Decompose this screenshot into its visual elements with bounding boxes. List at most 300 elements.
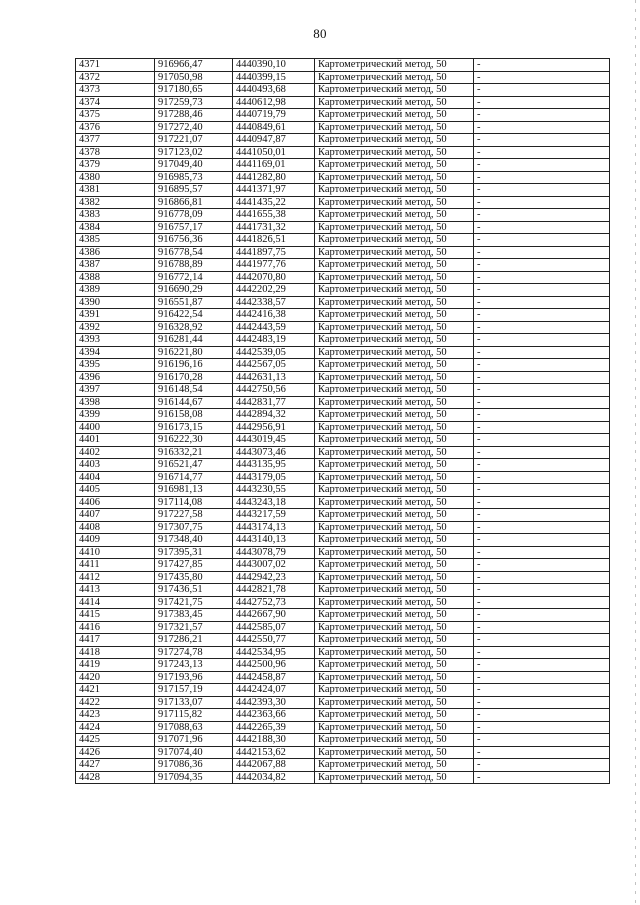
y-coordinate-cell: 4442567,05 <box>233 359 315 372</box>
table-row <box>76 284 610 297</box>
y-coordinate-cell: 4442534,95 <box>233 646 315 659</box>
table-row <box>76 446 610 459</box>
point-number-cell: 4412 <box>76 571 155 584</box>
accuracy-cell: - <box>474 759 610 772</box>
method-cell: Картометрический метод, 50 <box>315 521 474 534</box>
accuracy-cell: - <box>474 396 610 409</box>
x-coordinate-cell: 917288,46 <box>155 109 233 122</box>
method-cell: Картометрический метод, 50 <box>315 509 474 522</box>
y-coordinate-cell: 4443140,13 <box>233 534 315 547</box>
accuracy-cell: - <box>474 184 610 197</box>
accuracy-cell: - <box>474 359 610 372</box>
point-number-cell: 4375 <box>76 109 155 122</box>
point-number-cell: 4387 <box>76 259 155 272</box>
accuracy-cell: - <box>474 446 610 459</box>
accuracy-cell: - <box>474 384 610 397</box>
point-number-cell: 4378 <box>76 146 155 159</box>
accuracy-cell: - <box>474 671 610 684</box>
accuracy-cell: - <box>474 334 610 347</box>
table-row <box>76 534 610 547</box>
point-number-cell: 4416 <box>76 621 155 634</box>
accuracy-cell: - <box>474 496 610 509</box>
x-coordinate-cell: 917383,45 <box>155 609 233 622</box>
method-cell: Картометрический метод, 50 <box>315 659 474 672</box>
accuracy-cell: - <box>474 734 610 747</box>
method-cell: Картометрический метод, 50 <box>315 734 474 747</box>
method-cell: Картометрический метод, 50 <box>315 346 474 359</box>
accuracy-cell: - <box>474 559 610 572</box>
method-cell: Картометрический метод, 50 <box>315 434 474 447</box>
point-number-cell: 4403 <box>76 459 155 472</box>
x-coordinate-cell: 917193,96 <box>155 671 233 684</box>
point-number-cell: 4390 <box>76 296 155 309</box>
accuracy-cell: - <box>474 546 610 559</box>
y-coordinate-cell: 4442034,82 <box>233 771 315 784</box>
table-row <box>76 396 610 409</box>
accuracy-cell: - <box>474 134 610 147</box>
accuracy-cell: - <box>474 84 610 97</box>
method-cell: Картометрический метод, 50 <box>315 171 474 184</box>
table-row <box>76 309 610 322</box>
method-cell: Картометрический метод, 50 <box>315 596 474 609</box>
x-coordinate-cell: 916170,28 <box>155 371 233 384</box>
method-cell: Картометрический метод, 50 <box>315 109 474 122</box>
method-cell: Картометрический метод, 50 <box>315 334 474 347</box>
x-coordinate-cell: 917307,75 <box>155 521 233 534</box>
y-coordinate-cell: 4442443,59 <box>233 321 315 334</box>
accuracy-cell: - <box>474 209 610 222</box>
x-coordinate-cell: 917049,40 <box>155 159 233 172</box>
x-coordinate-cell: 916985,73 <box>155 171 233 184</box>
method-cell: Картометрический метод, 50 <box>315 559 474 572</box>
table-row <box>76 221 610 234</box>
table-row <box>76 209 610 222</box>
y-coordinate-cell: 4442363,66 <box>233 709 315 722</box>
method-cell: Картометрический метод, 50 <box>315 134 474 147</box>
method-cell: Картометрический метод, 50 <box>315 321 474 334</box>
point-number-cell: 4383 <box>76 209 155 222</box>
point-number-cell: 4395 <box>76 359 155 372</box>
y-coordinate-cell: 4441826,51 <box>233 234 315 247</box>
table-row <box>76 609 610 622</box>
method-cell: Картометрический метод, 50 <box>315 471 474 484</box>
point-number-cell: 4380 <box>76 171 155 184</box>
point-number-cell: 4394 <box>76 346 155 359</box>
accuracy-cell: - <box>474 771 610 784</box>
point-number-cell: 4402 <box>76 446 155 459</box>
point-number-cell: 4388 <box>76 271 155 284</box>
accuracy-cell: - <box>474 746 610 759</box>
method-cell: Картометрический метод, 50 <box>315 71 474 84</box>
x-coordinate-cell: 917286,21 <box>155 634 233 647</box>
x-coordinate-cell: 916222,30 <box>155 434 233 447</box>
y-coordinate-cell: 4442153,62 <box>233 746 315 759</box>
x-coordinate-cell: 917115,82 <box>155 709 233 722</box>
x-coordinate-cell: 917421,75 <box>155 596 233 609</box>
accuracy-cell: - <box>474 146 610 159</box>
method-cell: Картометрический метод, 50 <box>315 234 474 247</box>
x-coordinate-cell: 917259,73 <box>155 96 233 109</box>
table-row <box>76 496 610 509</box>
point-number-cell: 4420 <box>76 671 155 684</box>
accuracy-cell: - <box>474 634 610 647</box>
y-coordinate-cell: 4441977,76 <box>233 259 315 272</box>
method-cell: Картометрический метод, 50 <box>315 146 474 159</box>
x-coordinate-cell: 916551,87 <box>155 296 233 309</box>
x-coordinate-cell: 916173,15 <box>155 421 233 434</box>
x-coordinate-cell: 916981,13 <box>155 484 233 497</box>
accuracy-cell: - <box>474 534 610 547</box>
y-coordinate-cell: 4442752,73 <box>233 596 315 609</box>
coordinates-table <box>75 58 610 784</box>
y-coordinate-cell: 4442416,38 <box>233 309 315 322</box>
x-coordinate-cell: 917395,31 <box>155 546 233 559</box>
table-row <box>76 196 610 209</box>
method-cell: Картометрический метод, 50 <box>315 196 474 209</box>
accuracy-cell: - <box>474 646 610 659</box>
point-number-cell: 4371 <box>76 59 155 72</box>
y-coordinate-cell: 4442750,56 <box>233 384 315 397</box>
point-number-cell: 4396 <box>76 371 155 384</box>
table-row <box>76 621 610 634</box>
y-coordinate-cell: 4440612,98 <box>233 96 315 109</box>
coordinates-table-body <box>76 59 610 784</box>
point-number-cell: 4385 <box>76 234 155 247</box>
table-row <box>76 771 610 784</box>
table-row <box>76 184 610 197</box>
y-coordinate-cell: 4443078,79 <box>233 546 315 559</box>
point-number-cell: 4393 <box>76 334 155 347</box>
accuracy-cell: - <box>474 159 610 172</box>
y-coordinate-cell: 4440390,10 <box>233 59 315 72</box>
point-number-cell: 4409 <box>76 534 155 547</box>
point-number-cell: 4406 <box>76 496 155 509</box>
method-cell: Картометрический метод, 50 <box>315 259 474 272</box>
method-cell: Картометрический метод, 50 <box>315 284 474 297</box>
y-coordinate-cell: 4442539,05 <box>233 346 315 359</box>
y-coordinate-cell: 4442338,57 <box>233 296 315 309</box>
y-coordinate-cell: 4443230,55 <box>233 484 315 497</box>
table-row <box>76 109 610 122</box>
y-coordinate-cell: 4443179,05 <box>233 471 315 484</box>
accuracy-cell: - <box>474 459 610 472</box>
x-coordinate-cell: 916221,80 <box>155 346 233 359</box>
y-coordinate-cell: 4442585,07 <box>233 621 315 634</box>
y-coordinate-cell: 4442831,77 <box>233 396 315 409</box>
method-cell: Картометрический метод, 50 <box>315 584 474 597</box>
x-coordinate-cell: 916521,47 <box>155 459 233 472</box>
table-row <box>76 146 610 159</box>
accuracy-cell: - <box>474 621 610 634</box>
y-coordinate-cell: 4442070,80 <box>233 271 315 284</box>
x-coordinate-cell: 917348,40 <box>155 534 233 547</box>
point-number-cell: 4391 <box>76 309 155 322</box>
method-cell: Картометрический метод, 50 <box>315 271 474 284</box>
x-coordinate-cell: 917436,51 <box>155 584 233 597</box>
y-coordinate-cell: 4441050,01 <box>233 146 315 159</box>
table-row <box>76 334 610 347</box>
method-cell: Картометрический метод, 50 <box>315 59 474 72</box>
y-coordinate-cell: 4440947,87 <box>233 134 315 147</box>
table-row <box>76 484 610 497</box>
method-cell: Картометрический метод, 50 <box>315 359 474 372</box>
table-row <box>76 721 610 734</box>
method-cell: Картометрический метод, 50 <box>315 159 474 172</box>
method-cell: Картометрический метод, 50 <box>315 396 474 409</box>
accuracy-cell: - <box>474 284 610 297</box>
point-number-cell: 4414 <box>76 596 155 609</box>
point-number-cell: 4401 <box>76 434 155 447</box>
accuracy-cell: - <box>474 684 610 697</box>
x-coordinate-cell: 916714,77 <box>155 471 233 484</box>
point-number-cell: 4424 <box>76 721 155 734</box>
table-row <box>76 321 610 334</box>
accuracy-cell: - <box>474 521 610 534</box>
point-number-cell: 4418 <box>76 646 155 659</box>
accuracy-cell: - <box>474 121 610 134</box>
point-number-cell: 4374 <box>76 96 155 109</box>
x-coordinate-cell: 917272,40 <box>155 121 233 134</box>
point-number-cell: 4411 <box>76 559 155 572</box>
method-cell: Картометрический метод, 50 <box>315 609 474 622</box>
y-coordinate-cell: 4440493,68 <box>233 84 315 97</box>
table-row <box>76 521 610 534</box>
method-cell: Картометрический метод, 50 <box>315 184 474 197</box>
table-row <box>76 234 610 247</box>
method-cell: Картометрический метод, 50 <box>315 496 474 509</box>
table-row <box>76 121 610 134</box>
accuracy-cell: - <box>474 246 610 259</box>
method-cell: Картометрический метод, 50 <box>315 309 474 322</box>
point-number-cell: 4405 <box>76 484 155 497</box>
method-cell: Картометрический метод, 50 <box>315 721 474 734</box>
point-number-cell: 4382 <box>76 196 155 209</box>
accuracy-cell: - <box>474 259 610 272</box>
accuracy-cell: - <box>474 696 610 709</box>
y-coordinate-cell: 4442265,39 <box>233 721 315 734</box>
y-coordinate-cell: 4441897,75 <box>233 246 315 259</box>
method-cell: Картометрический метод, 50 <box>315 696 474 709</box>
point-number-cell: 4386 <box>76 246 155 259</box>
point-number-cell: 4419 <box>76 659 155 672</box>
y-coordinate-cell: 4442393,30 <box>233 696 315 709</box>
accuracy-cell: - <box>474 296 610 309</box>
table-row <box>76 296 610 309</box>
point-number-cell: 4389 <box>76 284 155 297</box>
method-cell: Картометрический метод, 50 <box>315 746 474 759</box>
scan-edge-divider <box>635 0 636 905</box>
point-number-cell: 4425 <box>76 734 155 747</box>
table-row <box>76 646 610 659</box>
y-coordinate-cell: 4442188,30 <box>233 734 315 747</box>
method-cell: Картометрический метод, 50 <box>315 634 474 647</box>
x-coordinate-cell: 917435,80 <box>155 571 233 584</box>
point-number-cell: 4399 <box>76 409 155 422</box>
x-coordinate-cell: 917221,07 <box>155 134 233 147</box>
point-number-cell: 4427 <box>76 759 155 772</box>
x-coordinate-cell: 917050,98 <box>155 71 233 84</box>
method-cell: Картометрический метод, 50 <box>315 484 474 497</box>
point-number-cell: 4421 <box>76 684 155 697</box>
accuracy-cell: - <box>474 596 610 609</box>
accuracy-cell: - <box>474 71 610 84</box>
point-number-cell: 4372 <box>76 71 155 84</box>
point-number-cell: 4407 <box>76 509 155 522</box>
accuracy-cell: - <box>474 421 610 434</box>
point-number-cell: 4377 <box>76 134 155 147</box>
point-number-cell: 4384 <box>76 221 155 234</box>
accuracy-cell: - <box>474 484 610 497</box>
y-coordinate-cell: 4443217,59 <box>233 509 315 522</box>
x-coordinate-cell: 916144,67 <box>155 396 233 409</box>
y-coordinate-cell: 4442483,19 <box>233 334 315 347</box>
table-row <box>76 546 610 559</box>
y-coordinate-cell: 4442631,13 <box>233 371 315 384</box>
method-cell: Картометрический метод, 50 <box>315 546 474 559</box>
x-coordinate-cell: 917227,58 <box>155 509 233 522</box>
accuracy-cell: - <box>474 309 610 322</box>
method-cell: Картометрический метод, 50 <box>315 384 474 397</box>
y-coordinate-cell: 4443073,46 <box>233 446 315 459</box>
method-cell: Картометрический метод, 50 <box>315 646 474 659</box>
table-row <box>76 171 610 184</box>
point-number-cell: 4415 <box>76 609 155 622</box>
x-coordinate-cell: 916788,89 <box>155 259 233 272</box>
method-cell: Картометрический метод, 50 <box>315 709 474 722</box>
accuracy-cell: - <box>474 584 610 597</box>
x-coordinate-cell: 917274,78 <box>155 646 233 659</box>
table-row <box>76 96 610 109</box>
method-cell: Картометрический метод, 50 <box>315 684 474 697</box>
method-cell: Картометрический метод, 50 <box>315 459 474 472</box>
table-row <box>76 584 610 597</box>
table-row <box>76 471 610 484</box>
point-number-cell: 4404 <box>76 471 155 484</box>
accuracy-cell: - <box>474 109 610 122</box>
table-row <box>76 271 610 284</box>
y-coordinate-cell: 4442458,87 <box>233 671 315 684</box>
method-cell: Картометрический метод, 50 <box>315 621 474 634</box>
point-number-cell: 4428 <box>76 771 155 784</box>
y-coordinate-cell: 4442894,32 <box>233 409 315 422</box>
accuracy-cell: - <box>474 509 610 522</box>
accuracy-cell: - <box>474 171 610 184</box>
x-coordinate-cell: 917133,07 <box>155 696 233 709</box>
y-coordinate-cell: 4442067,88 <box>233 759 315 772</box>
table-row <box>76 84 610 97</box>
accuracy-cell: - <box>474 609 610 622</box>
accuracy-cell: - <box>474 721 610 734</box>
y-coordinate-cell: 4443019,45 <box>233 434 315 447</box>
point-number-cell: 4381 <box>76 184 155 197</box>
accuracy-cell: - <box>474 371 610 384</box>
y-coordinate-cell: 4442202,29 <box>233 284 315 297</box>
point-number-cell: 4392 <box>76 321 155 334</box>
x-coordinate-cell: 917086,36 <box>155 759 233 772</box>
x-coordinate-cell: 917180,65 <box>155 84 233 97</box>
accuracy-cell: - <box>474 659 610 672</box>
x-coordinate-cell: 916757,17 <box>155 221 233 234</box>
method-cell: Картометрический метод, 50 <box>315 246 474 259</box>
x-coordinate-cell: 916778,54 <box>155 246 233 259</box>
y-coordinate-cell: 4442956,91 <box>233 421 315 434</box>
table-row <box>76 634 610 647</box>
x-coordinate-cell: 916772,14 <box>155 271 233 284</box>
y-coordinate-cell: 4441169,01 <box>233 159 315 172</box>
table-row <box>76 259 610 272</box>
point-number-cell: 4373 <box>76 84 155 97</box>
y-coordinate-cell: 4441435,22 <box>233 196 315 209</box>
table-row <box>76 684 610 697</box>
y-coordinate-cell: 4442424,07 <box>233 684 315 697</box>
method-cell: Картометрический метод, 50 <box>315 96 474 109</box>
table-row <box>76 71 610 84</box>
y-coordinate-cell: 4442550,77 <box>233 634 315 647</box>
table-row <box>76 59 610 72</box>
y-coordinate-cell: 4442821,78 <box>233 584 315 597</box>
accuracy-cell: - <box>474 271 610 284</box>
x-coordinate-cell: 916895,57 <box>155 184 233 197</box>
y-coordinate-cell: 4443174,13 <box>233 521 315 534</box>
accuracy-cell: - <box>474 221 610 234</box>
table-row <box>76 596 610 609</box>
y-coordinate-cell: 4441371,97 <box>233 184 315 197</box>
table-row <box>76 134 610 147</box>
table-row <box>76 371 610 384</box>
table-row <box>76 659 610 672</box>
y-coordinate-cell: 4440849,61 <box>233 121 315 134</box>
table-row <box>76 159 610 172</box>
point-number-cell: 4376 <box>76 121 155 134</box>
x-coordinate-cell: 916690,29 <box>155 284 233 297</box>
y-coordinate-cell: 4441731,32 <box>233 221 315 234</box>
table-row <box>76 759 610 772</box>
table-row <box>76 571 610 584</box>
accuracy-cell: - <box>474 96 610 109</box>
table-row <box>76 459 610 472</box>
method-cell: Картометрический метод, 50 <box>315 121 474 134</box>
method-cell: Картометрический метод, 50 <box>315 84 474 97</box>
x-coordinate-cell: 916332,21 <box>155 446 233 459</box>
x-coordinate-cell: 916328,92 <box>155 321 233 334</box>
table-row <box>76 746 610 759</box>
method-cell: Картометрический метод, 50 <box>315 759 474 772</box>
point-number-cell: 4400 <box>76 421 155 434</box>
method-cell: Картометрический метод, 50 <box>315 571 474 584</box>
method-cell: Картометрический метод, 50 <box>315 671 474 684</box>
table-row <box>76 384 610 397</box>
point-number-cell: 4422 <box>76 696 155 709</box>
table-row <box>76 359 610 372</box>
method-cell: Картометрический метод, 50 <box>315 296 474 309</box>
point-number-cell: 4397 <box>76 384 155 397</box>
x-coordinate-cell: 916158,08 <box>155 409 233 422</box>
x-coordinate-cell: 917114,08 <box>155 496 233 509</box>
accuracy-cell: - <box>474 471 610 484</box>
table-row <box>76 434 610 447</box>
y-coordinate-cell: 4443135,95 <box>233 459 315 472</box>
accuracy-cell: - <box>474 571 610 584</box>
accuracy-cell: - <box>474 234 610 247</box>
accuracy-cell: - <box>474 321 610 334</box>
x-coordinate-cell: 917088,63 <box>155 721 233 734</box>
x-coordinate-cell: 917157,19 <box>155 684 233 697</box>
accuracy-cell: - <box>474 709 610 722</box>
y-coordinate-cell: 4442942,23 <box>233 571 315 584</box>
x-coordinate-cell: 916778,09 <box>155 209 233 222</box>
point-number-cell: 4413 <box>76 584 155 597</box>
method-cell: Картометрический метод, 50 <box>315 446 474 459</box>
